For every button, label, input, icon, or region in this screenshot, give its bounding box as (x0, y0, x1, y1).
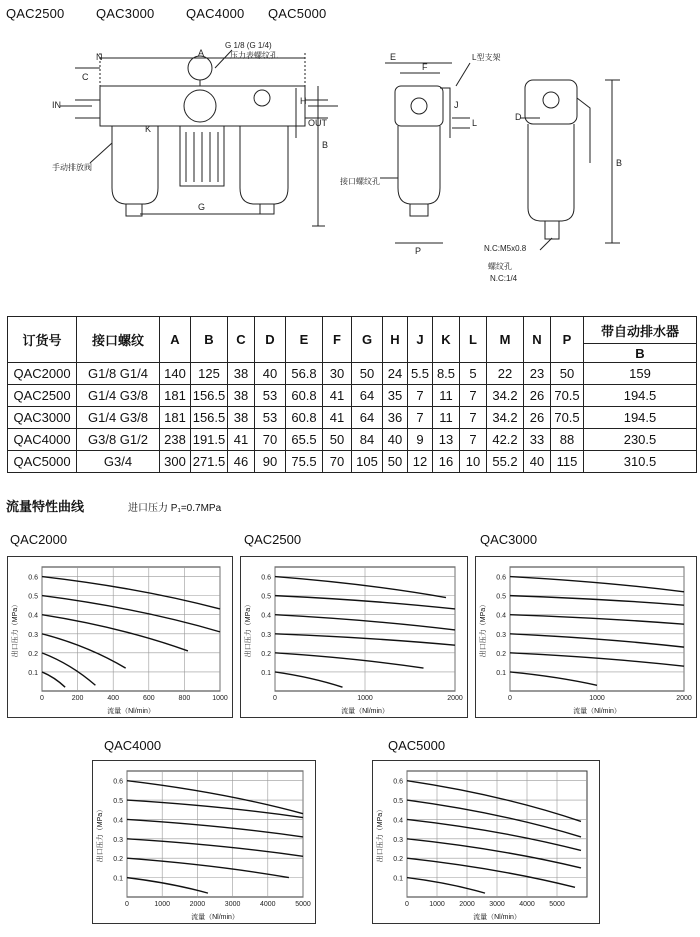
table-cell: 194.5 (584, 407, 697, 429)
model-label-4: QAC5000 (268, 6, 327, 21)
x-tick-label: 1000 (212, 695, 228, 702)
x-tick-label: 400 (107, 695, 120, 702)
y-tick-label: 0.5 (393, 798, 403, 806)
header-cell-j: J (408, 317, 433, 363)
chart-title-qac4000: QAC4000 (104, 738, 162, 753)
table-cell: 70.5 (551, 407, 584, 429)
y-axis-label: 出口压力（MPa） (97, 805, 104, 863)
flow-curve (407, 878, 485, 894)
header-cell-m: M (487, 317, 524, 363)
y-tick-label: 0.2 (261, 650, 271, 658)
header-cell-d: D (255, 317, 286, 363)
model-label-3: QAC4000 (186, 6, 245, 21)
flow-chart-qac3000-plot (476, 557, 696, 717)
x-tick-label: 2000 (447, 695, 463, 702)
table-cell: QAC5000 (8, 451, 77, 473)
table-cell: 33 (524, 429, 551, 451)
table-cell: 156.5 (191, 385, 228, 407)
y-tick-label: 0.5 (113, 798, 123, 806)
flow-curve (275, 653, 424, 668)
table-cell: 300 (160, 451, 191, 473)
table-cell: 310.5 (584, 451, 697, 473)
table-cell: 41 (228, 429, 255, 451)
x-tick-label: 200 (71, 695, 84, 702)
x-tick-label: 3000 (489, 901, 505, 908)
x-axis-label: 流量（Nl/min） (107, 708, 155, 715)
table-cell: 7 (408, 385, 433, 407)
y-axis-label: 出口压力（MPa） (12, 600, 19, 658)
x-axis-label: 流量（Nl/min） (473, 914, 521, 921)
header-cell-c: C (228, 317, 255, 363)
header-cell-k: K (433, 317, 460, 363)
flow-curve (407, 839, 581, 868)
table-cell: 65.5 (286, 429, 323, 451)
table-cell: 16 (433, 451, 460, 473)
y-tick-label: 0.2 (28, 650, 38, 658)
y-axis-label: 出口压力（MPa） (245, 600, 252, 658)
header-cell-l: L (460, 317, 487, 363)
side-view-body (395, 86, 443, 126)
table-cell: 7 (408, 407, 433, 429)
in-label: IN (52, 100, 61, 110)
table-cell: 11 (433, 385, 460, 407)
table-cell: 24 (383, 363, 408, 385)
table-cell: G1/8 G1/4 (77, 363, 160, 385)
x-tick-label: 600 (142, 695, 155, 702)
out-label: OUT (308, 118, 327, 128)
x-tick-label: 1000 (429, 901, 445, 908)
dim-label-d: D (515, 112, 522, 122)
screw-hole-label: 螺纹孔 (488, 262, 512, 271)
x-axis-label: 流量（Nl/min） (191, 914, 239, 921)
table-cell: 11 (433, 407, 460, 429)
table-cell: 7 (460, 407, 487, 429)
table-cell: 5 (460, 363, 487, 385)
chart-title-qac5000: QAC5000 (388, 738, 446, 753)
header-cell-g: G (352, 317, 383, 363)
table-cell: 56.8 (286, 363, 323, 385)
table-cell: 105 (352, 451, 383, 473)
table-cell: 7 (460, 429, 487, 451)
table-cell: 38 (228, 363, 255, 385)
table-cell: 53 (255, 385, 286, 407)
table-cell: 55.2 (487, 451, 524, 473)
table-cell: 36 (383, 407, 408, 429)
x-tick-label: 1000 (589, 695, 605, 702)
dim-label-p: P (415, 246, 422, 256)
table-row (8, 429, 697, 451)
x-tick-label: 0 (40, 695, 44, 702)
dim-label-k: K (145, 124, 152, 134)
flow-section-title: 流量特性曲线 (6, 499, 85, 514)
chart-title-qac2000: QAC2000 (10, 532, 68, 547)
table-cell: 60.8 (286, 385, 323, 407)
flow-chart-qac4000 (92, 760, 316, 924)
table-cell: 159 (584, 363, 697, 385)
gauge-port-sub-label: 压力表螺纹孔 (230, 51, 278, 60)
x-tick-label: 2000 (459, 901, 475, 908)
chart-title-qac2500: QAC2500 (244, 532, 302, 547)
table-cell: 50 (323, 429, 352, 451)
header-cell-n: N (524, 317, 551, 363)
plot-frame (42, 567, 220, 691)
table-cell: 12 (408, 451, 433, 473)
x-tick-label: 0 (125, 901, 129, 908)
table-cell: 13 (433, 429, 460, 451)
frl-body-top (100, 86, 305, 126)
table-row (8, 407, 697, 429)
gauge-port-label: G 1/8 (G 1/4) (225, 41, 272, 50)
header-cell-auto-drain: 带自动排水器 (584, 317, 697, 344)
x-tick-label: 5000 (549, 901, 565, 908)
table-cell: G3/4 (77, 451, 160, 473)
y-axis-label: 出口压力（MPa） (480, 600, 487, 658)
flow-curve (275, 672, 343, 687)
table-cell: 34.2 (487, 407, 524, 429)
dim-label-l: L (472, 118, 478, 128)
dim-label-c: C (82, 72, 89, 82)
flow-chart-qac2000 (7, 556, 233, 718)
dim-label-h: H (300, 96, 307, 106)
table-row (8, 363, 697, 385)
flow-curve (127, 839, 303, 856)
flow-curve (42, 577, 220, 609)
y-axis-label: 出口压力（MPa） (377, 805, 384, 863)
table-cell: 181 (160, 407, 191, 429)
header-cell-order-no: 订货号 (8, 317, 77, 363)
dim-label-j: J (454, 100, 459, 110)
y-tick-label: 0.6 (496, 574, 506, 582)
flow-chart-qac4000-plot (93, 761, 315, 923)
dim-label-f: F (422, 62, 428, 72)
flow-curve (127, 800, 303, 817)
flow-curve (42, 596, 220, 632)
y-tick-label: 0.5 (496, 593, 506, 601)
y-tick-label: 0.3 (393, 836, 403, 844)
table-cell: G3/8 G1/2 (77, 429, 160, 451)
flow-curve (127, 878, 208, 894)
table-cell: 230.5 (584, 429, 697, 451)
flow-chart-qac3000 (475, 556, 697, 718)
x-axis-label: 流量（Nl/min） (341, 708, 389, 715)
table-cell: 238 (160, 429, 191, 451)
manual-drain-label: 手动排放阀 (52, 163, 92, 172)
table-cell: 75.5 (286, 451, 323, 473)
y-tick-label: 0.1 (113, 875, 123, 883)
table-cell: 10 (460, 451, 487, 473)
table-cell: 22 (487, 363, 524, 385)
y-tick-label: 0.4 (393, 817, 403, 825)
table-cell: 191.5 (191, 429, 228, 451)
dim-label-b2: B (616, 158, 623, 168)
y-tick-label: 0.1 (496, 669, 506, 677)
flow-curve (127, 781, 303, 814)
port-thread-label: 接口螺纹孔 (340, 177, 380, 186)
y-tick-label: 0.3 (28, 631, 38, 639)
table-cell: 70 (255, 429, 286, 451)
flow-curve (407, 858, 575, 887)
table-cell: 38 (228, 407, 255, 429)
lubricator-bowl (240, 126, 288, 204)
table-cell: 84 (352, 429, 383, 451)
table-row (8, 385, 697, 407)
table-cell: 90 (255, 451, 286, 473)
filter-bowl (112, 126, 158, 204)
y-tick-label: 0.3 (113, 836, 123, 844)
table-cell: 5.5 (408, 363, 433, 385)
header-cell-auto-drain-b: B (584, 344, 697, 363)
dim-label-g: G (198, 202, 206, 212)
technical-drawing (0, 28, 700, 313)
table-cell: 34.2 (487, 385, 524, 407)
table-cell: 70.5 (551, 385, 584, 407)
table-cell: 64 (352, 407, 383, 429)
table-cell: 125 (191, 363, 228, 385)
table-cell: 35 (383, 385, 408, 407)
table-cell: 156.5 (191, 407, 228, 429)
table-cell: 194.5 (584, 385, 697, 407)
table-cell: QAC2500 (8, 385, 77, 407)
header-cell-a: A (160, 317, 191, 363)
table-cell: 70 (323, 451, 352, 473)
flow-chart-qac2000-plot (8, 557, 232, 717)
side-view-autodrain (525, 80, 577, 124)
y-tick-label: 0.5 (261, 593, 271, 601)
table-cell: 38 (228, 385, 255, 407)
table-cell: 41 (323, 407, 352, 429)
table-cell: QAC2000 (8, 363, 77, 385)
chart-title-qac3000: QAC3000 (480, 532, 538, 547)
flow-chart-qac2500-plot (241, 557, 467, 717)
y-tick-label: 0.1 (261, 669, 271, 677)
flow-chart-qac5000 (372, 760, 600, 924)
x-tick-label: 4000 (519, 901, 535, 908)
flow-chart-qac2500 (240, 556, 468, 718)
y-tick-label: 0.3 (496, 631, 506, 639)
table-cell: G1/4 G3/8 (77, 385, 160, 407)
flow-curve (42, 653, 95, 685)
flow-curve (275, 577, 446, 598)
spec-table (7, 316, 697, 473)
table-cell: QAC4000 (8, 429, 77, 451)
table-cell: 140 (160, 363, 191, 385)
table-cell: 53 (255, 407, 286, 429)
y-tick-label: 0.5 (28, 593, 38, 601)
model-label-1: QAC2500 (6, 6, 65, 21)
y-tick-label: 0.4 (261, 612, 271, 620)
table-cell: 50 (383, 451, 408, 473)
table-cell: 46 (228, 451, 255, 473)
dim-label-e: E (390, 52, 397, 62)
flow-curve (127, 819, 303, 836)
header-cell-port-thread: 接口螺纹 (77, 317, 160, 363)
table-cell: QAC3000 (8, 407, 77, 429)
y-tick-label: 0.6 (28, 574, 38, 582)
y-tick-label: 0.2 (393, 856, 403, 864)
header-cell-h: H (383, 317, 408, 363)
table-cell: 88 (551, 429, 584, 451)
header-cell-e: E (286, 317, 323, 363)
flow-curve (127, 858, 289, 877)
x-tick-label: 0 (273, 695, 277, 702)
header-cell-b: B (191, 317, 228, 363)
header-cell-f: F (323, 317, 352, 363)
table-cell: 23 (524, 363, 551, 385)
gauge (188, 56, 212, 80)
table-cell: 40 (255, 363, 286, 385)
table-cell: 8.5 (433, 363, 460, 385)
y-tick-label: 0.3 (261, 631, 271, 639)
table-cell: 115 (551, 451, 584, 473)
flow-chart-qac5000-plot (373, 761, 599, 923)
x-tick-label: 3000 (224, 901, 241, 908)
table-cell: 7 (460, 385, 487, 407)
table-cell: G1/4 G3/8 (77, 407, 160, 429)
table-cell: 30 (323, 363, 352, 385)
y-tick-label: 0.4 (113, 817, 123, 825)
flow-section-note: 进口压力 P₁=0.7MPa (128, 503, 222, 514)
x-tick-label: 0 (508, 695, 512, 702)
y-tick-label: 0.2 (496, 650, 506, 658)
table-cell: 50 (551, 363, 584, 385)
table-row (8, 451, 697, 473)
table-cell: 26 (524, 407, 551, 429)
table-cell: 40 (383, 429, 408, 451)
x-tick-label: 2000 (189, 901, 206, 908)
table-cell: 41 (323, 385, 352, 407)
flow-curve (510, 672, 597, 685)
table-cell: 9 (408, 429, 433, 451)
table-cell: 40 (524, 451, 551, 473)
x-tick-label: 0 (405, 901, 409, 908)
table-cell: 50 (352, 363, 383, 385)
bracket-label: L型支架 (472, 53, 501, 62)
y-tick-label: 0.4 (28, 612, 38, 620)
table-cell: 42.2 (487, 429, 524, 451)
table-cell: 271.5 (191, 451, 228, 473)
x-tick-label: 800 (178, 695, 191, 702)
table-header-row (8, 317, 697, 344)
x-tick-label: 4000 (260, 901, 276, 908)
table-cell: 181 (160, 385, 191, 407)
x-axis-label: 流量（Nl/min） (573, 708, 621, 715)
y-tick-label: 0.4 (496, 612, 506, 620)
y-tick-label: 0.6 (261, 574, 271, 582)
header-cell-p: P (551, 317, 584, 363)
x-tick-label: 2000 (676, 695, 692, 702)
dim-label-n: N (96, 52, 103, 62)
nc-quarter-label: N.C:1/4 (490, 274, 518, 283)
x-tick-label: 1000 (357, 695, 373, 702)
x-tick-label: 5000 (295, 901, 311, 908)
dim-label-b: B (322, 140, 329, 150)
table-cell: 26 (524, 385, 551, 407)
nc-m5-label: N.C:M5x0.8 (484, 244, 527, 253)
flow-curve (407, 819, 581, 850)
table-cell: 64 (352, 385, 383, 407)
x-tick-label: 1000 (154, 901, 170, 908)
y-tick-label: 0.6 (113, 778, 123, 786)
y-tick-label: 0.6 (393, 778, 403, 786)
y-tick-label: 0.1 (393, 875, 403, 883)
model-label-2: QAC3000 (96, 6, 155, 21)
dim-label-a: A (198, 48, 205, 58)
y-tick-label: 0.2 (113, 856, 123, 864)
flow-curve (42, 672, 65, 687)
table-cell: 60.8 (286, 407, 323, 429)
y-tick-label: 0.1 (28, 669, 38, 677)
flow-curve (42, 615, 188, 651)
